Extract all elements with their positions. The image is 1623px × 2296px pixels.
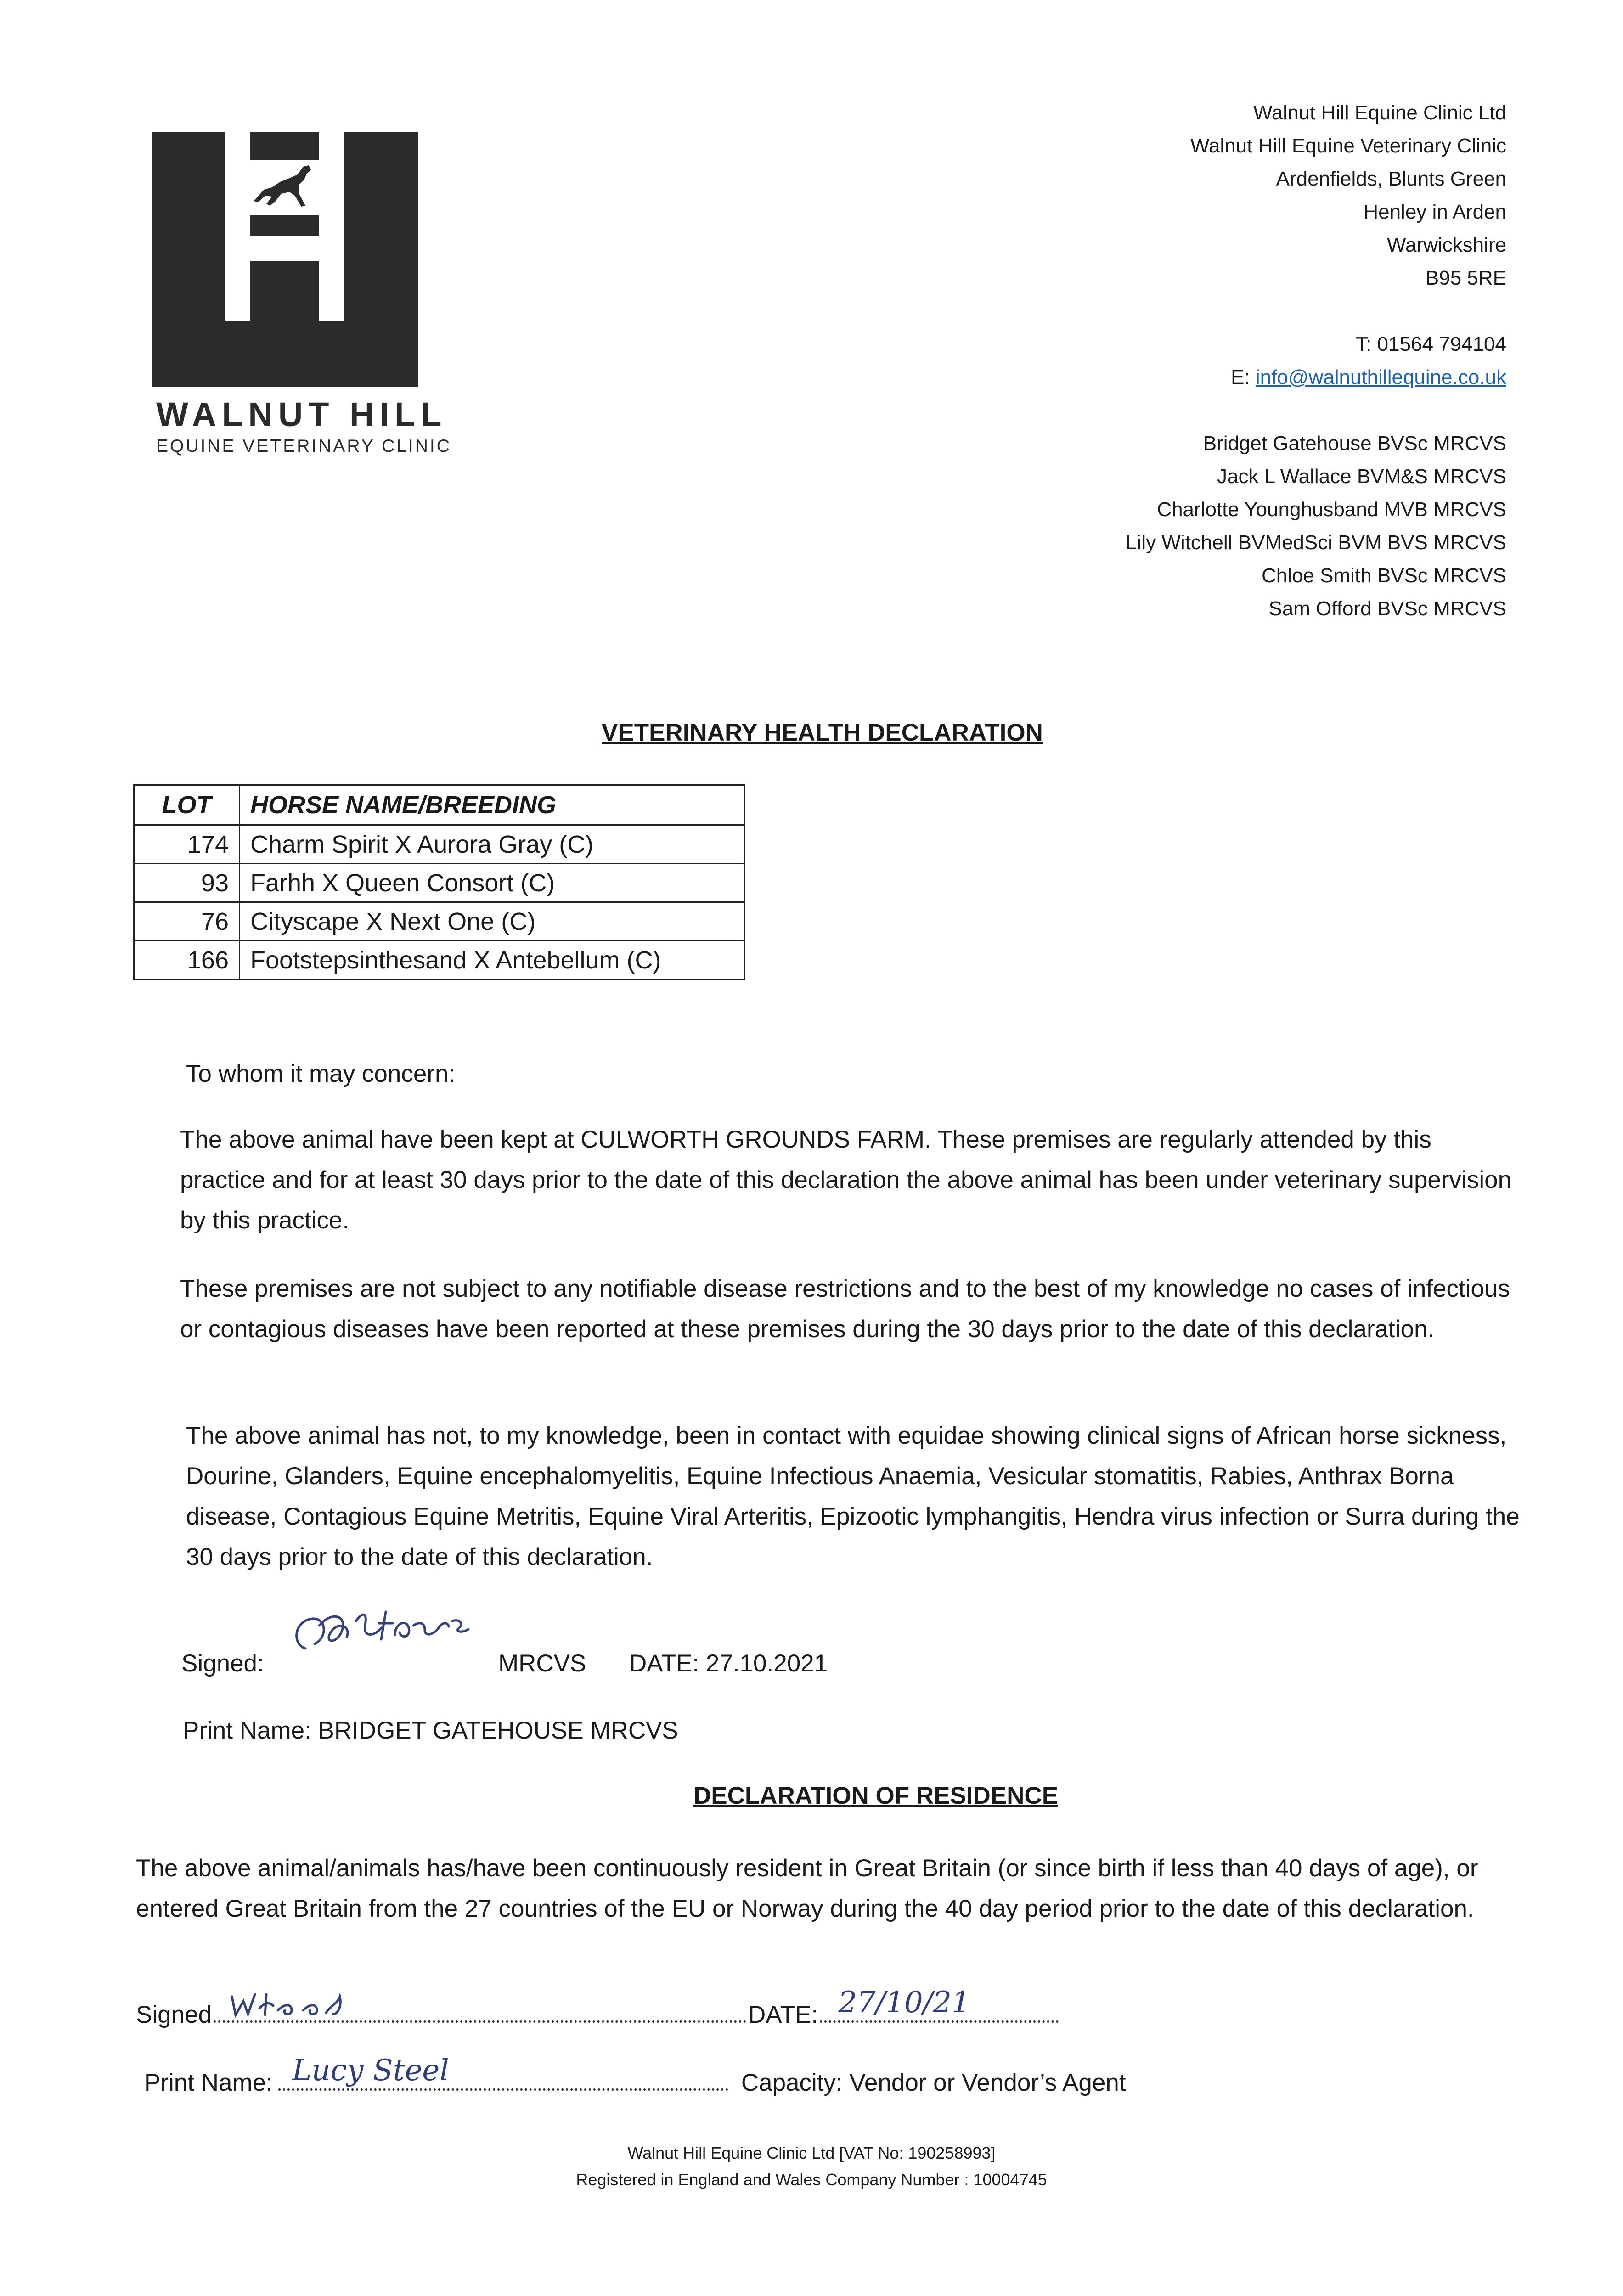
horse-cell: Charm Spirit X Aurora Gray (C) — [240, 825, 745, 864]
email-line: E: info@walnuthillequine.co.uk — [1231, 366, 1506, 388]
lot-table — [133, 784, 745, 980]
vet-name: Sam Offord BVSc MRCVS — [1268, 597, 1506, 620]
vet-name: Lily Witchell BVMedSci BVM BVS MRCVS — [1126, 531, 1506, 554]
residence-date-label: DATE: — [748, 2001, 818, 2028]
brand-subtitle: EQUINE VETERINARY CLINIC — [156, 436, 451, 456]
table-row — [134, 941, 745, 979]
disease-restrictions-paragraph: These premises are not subject to any notifiable disease restrictions and to the best of my knowledge no cases of infectious or contagious diseases have been reported at these premises during the 30 days prior to the date of this declaration. — [180, 1275, 1510, 1343]
footer-registration: Registered in England and Wales Company Number : 10004745 — [576, 2170, 1047, 2189]
residence-declaration-title: DECLARATION OF RESIDENCE — [693, 1782, 1059, 1809]
signed-label: Signed: — [181, 1650, 264, 1677]
table-row — [134, 864, 745, 902]
mrcvs-label: MRCVS — [498, 1650, 586, 1677]
lot-header: LOT — [134, 785, 240, 825]
residence-print-label: Print Name: — [144, 2069, 273, 2096]
brand-name: WALNUT HILL — [156, 395, 447, 433]
health-declaration-title: VETERINARY HEALTH DECLARATION — [602, 719, 1043, 746]
residence-print-value: Lucy Steel — [292, 2054, 449, 2088]
table-header-row — [134, 785, 745, 825]
residence-date-value: 27/10/21 — [838, 1986, 970, 2020]
vet-signature-drawing — [287, 1593, 503, 1671]
horse-cell: Cityscape X Next One (C) — [240, 902, 745, 941]
footer — [0, 2140, 1623, 2193]
vet-name: Bridget Gatehouse BVSc MRCVS — [1203, 432, 1506, 455]
table-row — [134, 825, 745, 864]
lot-cell: 166 — [134, 941, 240, 979]
signature-field — [214, 1998, 746, 2023]
practice-name: Walnut Hill Equine Veterinary Clinic — [1190, 135, 1506, 157]
vet-name: Chloe Smith BVSc MRCVS — [1261, 564, 1506, 587]
contact-paragraph: The above animal has not, to my knowledge, been in contact with equidae showing clinical signs of African horse sickness, Dourine, Glanders, Equine encephalomyelitis, Equine Infectious Anaemia, Vesicular stomatitis, Rabies, Anthrax Borna disease, Contagious Equine Metritis, Equine Viral Arteritis, Epizootic lymphangitis, Hendra virus infection or Surra during the 30 days prior to the date of this declaration. — [186, 1422, 1520, 1570]
capacity-label: Capacity: Vendor or Vendor’s Agent — [741, 2069, 1126, 2096]
residence-paragraph: The above animal/animals has/have been continuously resident in Great Britain (or since birth if less than 40 days of age), or entered Great Britain from the 27 countries of the EU or Norway during the 40 day period prior to the date of this declaration. — [136, 1855, 1478, 1922]
vendor-signature-drawing — [223, 1987, 416, 2020]
residence-signed-label: Signed — [136, 2001, 212, 2028]
horse-header: HORSE NAME/BREEDING — [240, 785, 745, 825]
street: Ardenfields, Blunts Green — [1276, 168, 1506, 190]
table-row — [134, 902, 745, 941]
premises-paragraph: The above animal have been kept at CULWORTH GROUNDS FARM. These premises are regularly attended by this practice and for at least 30 days prior to the date of this declaration the above animal has been under veterinary supervision by this practice. — [180, 1126, 1512, 1234]
company-name: Walnut Hill Equine Clinic Ltd — [1253, 101, 1506, 124]
postcode: B95 5RE — [1425, 267, 1506, 289]
phone: T: 01564 794104 — [1356, 333, 1506, 355]
horse-cell: Farhh X Queen Consort (C) — [240, 864, 745, 902]
address-block — [1126, 96, 1506, 625]
clinic-logo — [152, 132, 418, 387]
footer-vat: Walnut Hill Equine Clinic Ltd [VAT No: 190258993] — [627, 2144, 996, 2162]
residence-print-line — [144, 2054, 1126, 2097]
lot-cell: 76 — [134, 902, 240, 941]
email-link[interactable]: info@walnuthillequine.co.uk — [1255, 366, 1506, 388]
print-name: Print Name: BRIDGET GATEHOUSE MRCVS — [183, 1717, 678, 1744]
date-field — [820, 1986, 1059, 2023]
declaration-date: DATE: 27.10.2021 — [629, 1650, 828, 1677]
print-name-field — [278, 2054, 728, 2091]
horse-cell: Footstepsinthesand X Antebellum (C) — [240, 941, 745, 979]
vet-signature — [287, 1593, 503, 1671]
residence-signed-line — [136, 1986, 1060, 2029]
logo-h-horse-icon — [152, 132, 418, 387]
lot-cell: 93 — [134, 864, 240, 902]
vet-name: Jack L Wallace BVM&S MRCVS — [1217, 465, 1506, 488]
lot-cell: 174 — [134, 825, 240, 864]
town: Henley in Arden — [1364, 201, 1506, 223]
vet-name: Charlotte Younghusband MVB MRCVS — [1157, 498, 1506, 521]
county: Warwickshire — [1387, 234, 1506, 256]
salutation: To whom it may concern: — [186, 1060, 456, 1087]
